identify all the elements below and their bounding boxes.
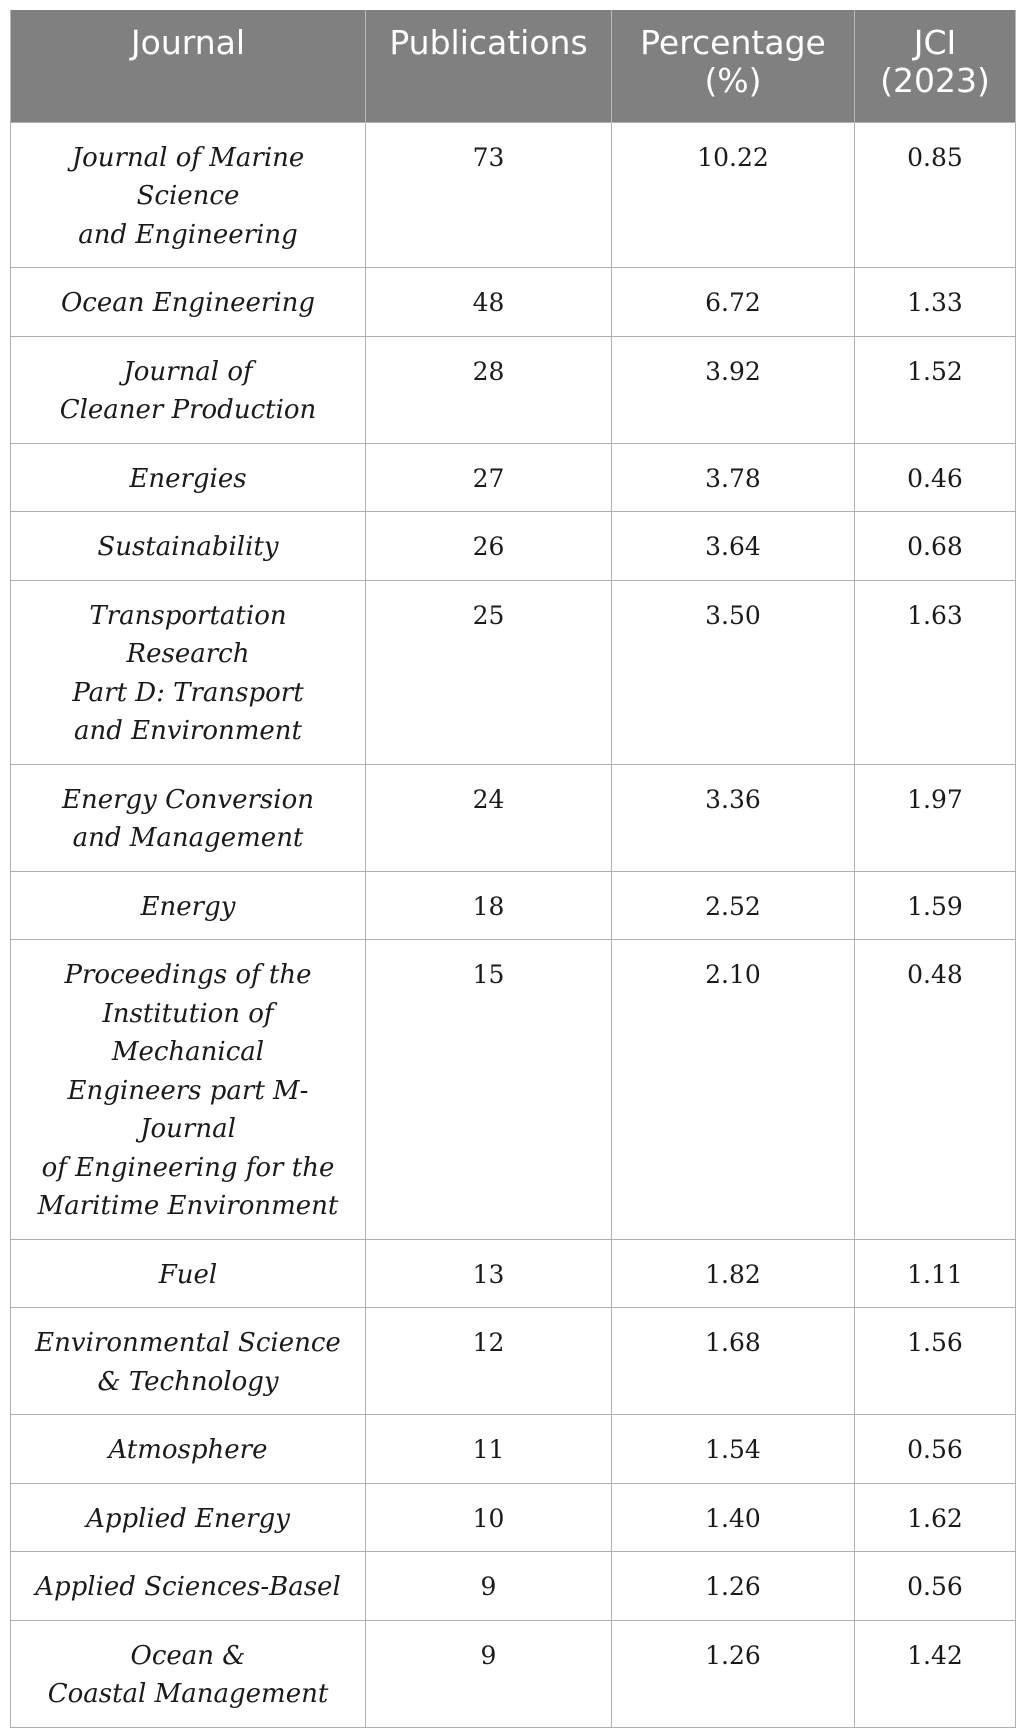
percentage-cell: 3.78 <box>612 443 855 512</box>
journal-name-line: Energy Conversion <box>62 784 314 815</box>
percentage-cell: 3.64 <box>612 512 855 581</box>
publications-cell: 9 <box>366 1620 612 1727</box>
header-row <box>11 10 1016 122</box>
publications-cell: 28 <box>366 336 612 443</box>
percentage-cell: 1.68 <box>612 1308 855 1415</box>
publications-cell: 18 <box>366 871 612 940</box>
journal-name-line: & Technology <box>97 1366 279 1397</box>
publications-cell: 27 <box>366 443 612 512</box>
publications-cell: 15 <box>366 940 612 1240</box>
journal-cell <box>11 764 366 871</box>
jci-cell: 1.52 <box>855 336 1016 443</box>
jci-cell: 0.85 <box>855 122 1016 268</box>
journal-name-line: Applied Energy <box>86 1503 290 1534</box>
publications-cell: 12 <box>366 1308 612 1415</box>
journal-name-line: Maritime Environment <box>37 1191 339 1221</box>
jci-cell: 0.56 <box>855 1552 1016 1621</box>
table-header <box>11 10 1016 122</box>
journal-cell <box>11 336 366 443</box>
jci-cell: 0.68 <box>855 512 1016 581</box>
table-row <box>11 1483 1016 1552</box>
table-row <box>11 122 1016 268</box>
jci-cell: 0.48 <box>855 940 1016 1240</box>
journal-name-line: Part D: Transport <box>72 677 304 708</box>
journal-cell <box>11 512 366 581</box>
publications-cell: 11 <box>366 1415 612 1484</box>
journal-cell <box>11 580 366 764</box>
header-percentage: Percentage (%) <box>612 10 855 122</box>
jci-cell: 1.62 <box>855 1483 1016 1552</box>
jci-cell: 1.56 <box>855 1308 1016 1415</box>
jci-cell: 1.11 <box>855 1239 1016 1308</box>
jci-cell: 1.33 <box>855 268 1016 337</box>
table-row <box>11 268 1016 337</box>
percentage-cell: 3.50 <box>612 580 855 764</box>
table-row <box>11 1308 1016 1415</box>
journal-name-line: Environmental Science <box>35 1328 341 1358</box>
journal-name-line: Journal of <box>123 356 253 387</box>
journal-name-line: and Engineering <box>78 219 298 250</box>
journal-name-line: Transportation Research <box>89 600 287 669</box>
header-jci: JCI (2023) <box>855 10 1016 122</box>
journal-cell <box>11 1308 366 1415</box>
journal-name-line: Sustainability <box>97 532 279 562</box>
journal-cell <box>11 1620 366 1727</box>
table-row <box>11 580 1016 764</box>
table-row <box>11 1415 1016 1484</box>
percentage-cell: 1.82 <box>612 1239 855 1308</box>
jci-cell: 0.46 <box>855 443 1016 512</box>
publications-cell: 25 <box>366 580 612 764</box>
journal-cell <box>11 1483 366 1552</box>
publications-cell: 73 <box>366 122 612 268</box>
journal-name-line: and Environment <box>74 716 302 746</box>
journals-table <box>10 10 1016 1728</box>
journal-cell <box>11 443 366 512</box>
journal-name-line: Energies <box>129 463 247 494</box>
table-row <box>11 512 1016 581</box>
jci-cell: 1.63 <box>855 580 1016 764</box>
table-row <box>11 940 1016 1240</box>
percentage-cell: 3.36 <box>612 764 855 871</box>
table-row <box>11 1620 1016 1727</box>
percentage-cell: 10.22 <box>612 122 855 268</box>
publications-cell: 26 <box>366 512 612 581</box>
journal-name-line: Cleaner Production <box>59 395 317 425</box>
jci-cell: 1.42 <box>855 1620 1016 1727</box>
jci-cell: 0.56 <box>855 1415 1016 1484</box>
table-row <box>11 336 1016 443</box>
journal-cell <box>11 268 366 337</box>
percentage-cell: 2.10 <box>612 940 855 1240</box>
publications-cell: 48 <box>366 268 612 337</box>
publications-cell: 24 <box>366 764 612 871</box>
journal-cell <box>11 1415 366 1484</box>
percentage-cell: 1.40 <box>612 1483 855 1552</box>
header-journal: Journal <box>11 10 366 122</box>
journal-name-line: Proceedings of the <box>64 960 312 990</box>
journal-name-line: Ocean & <box>130 1640 246 1671</box>
journal-cell <box>11 871 366 940</box>
table-body <box>11 122 1016 1727</box>
jci-cell: 1.59 <box>855 871 1016 940</box>
publications-cell: 9 <box>366 1552 612 1621</box>
header-publications: Publications <box>366 10 612 122</box>
journal-name-line: Coastal Management <box>47 1679 329 1709</box>
journal-name-line: Applied Sciences-Basel <box>35 1572 341 1602</box>
percentage-cell: 3.92 <box>612 336 855 443</box>
table-row <box>11 764 1016 871</box>
journal-name-line: and Management <box>72 823 304 853</box>
journal-name-line: Ocean Engineering <box>60 288 316 318</box>
journal-name-line: Engineers part M-Journal <box>67 1075 309 1144</box>
table-row <box>11 871 1016 940</box>
table-row <box>11 1239 1016 1308</box>
table-row <box>11 443 1016 512</box>
publications-cell: 10 <box>366 1483 612 1552</box>
journal-name-line: Atmosphere <box>108 1435 268 1465</box>
journal-name-line: Journal of Marine Science <box>71 142 305 211</box>
journal-name-line: of Engineering for the <box>41 1152 335 1183</box>
percentage-cell: 2.52 <box>612 871 855 940</box>
percentage-cell: 1.26 <box>612 1552 855 1621</box>
publications-cell: 13 <box>366 1239 612 1308</box>
percentage-cell: 1.54 <box>612 1415 855 1484</box>
journal-cell <box>11 122 366 268</box>
journal-cell <box>11 1239 366 1308</box>
jci-cell: 1.97 <box>855 764 1016 871</box>
journal-name-line: Energy <box>140 891 236 922</box>
percentage-cell: 1.26 <box>612 1620 855 1727</box>
percentage-cell: 6.72 <box>612 268 855 337</box>
journal-cell <box>11 940 366 1240</box>
journal-name-line: Fuel <box>158 1259 218 1290</box>
journal-name-line: Institution of Mechanical <box>102 998 274 1067</box>
